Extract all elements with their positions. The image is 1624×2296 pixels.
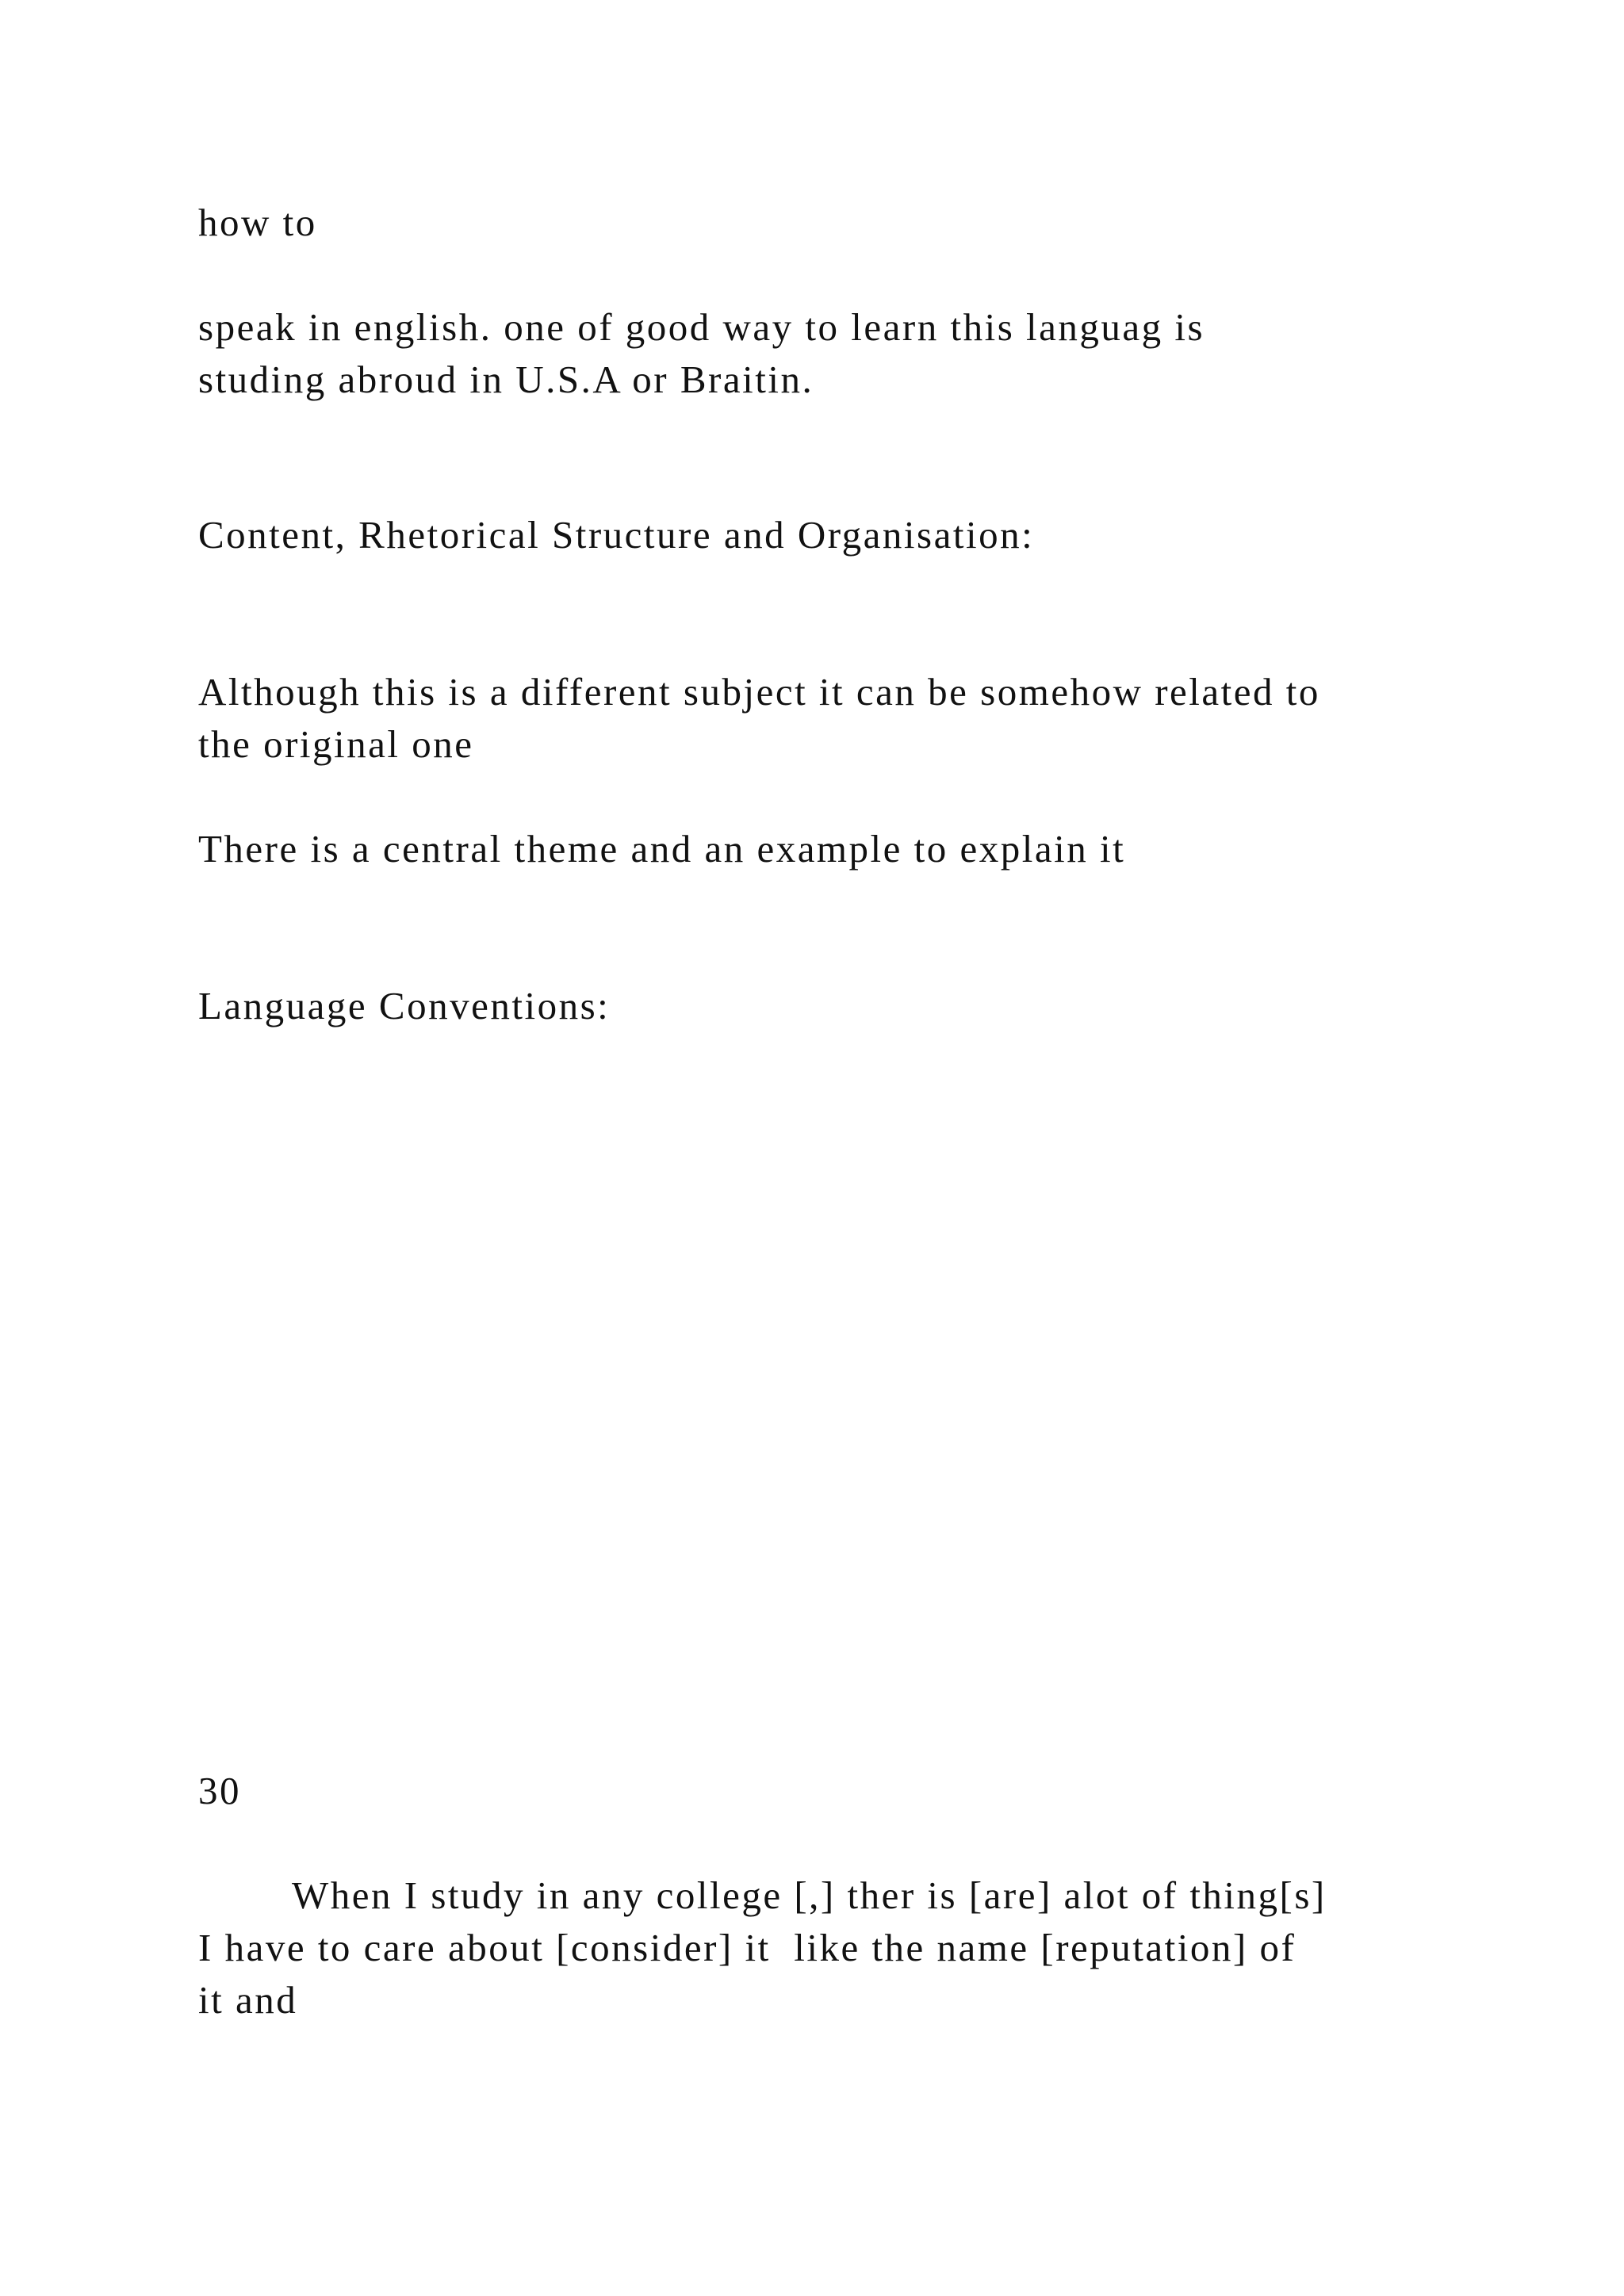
- text-line: When I study in any college [,] ther is [are] alot of thing[s]: [292, 1873, 1327, 1917]
- section-heading: Language Conventions:: [198, 984, 611, 1027]
- text-line: speak in english. one of good way to learn this languag is: [198, 305, 1205, 349]
- text-line: how to: [198, 201, 317, 244]
- page-number: 30: [198, 1769, 241, 1812]
- text-line: the original one: [198, 722, 474, 766]
- text-line: Although this is a different subject it can be somehow related to: [198, 670, 1320, 714]
- text-line: it and: [198, 1978, 298, 2022]
- text-line: There is a central theme and an example to explain it: [198, 827, 1126, 871]
- text-line: I have to care about [consider] it like the name [reputation] of: [198, 1926, 1297, 1969]
- text-line: studing abroud in U.S.A or Braitin.: [198, 358, 814, 401]
- section-heading: Content, Rhetorical Structure and Organisation:: [198, 513, 1035, 557]
